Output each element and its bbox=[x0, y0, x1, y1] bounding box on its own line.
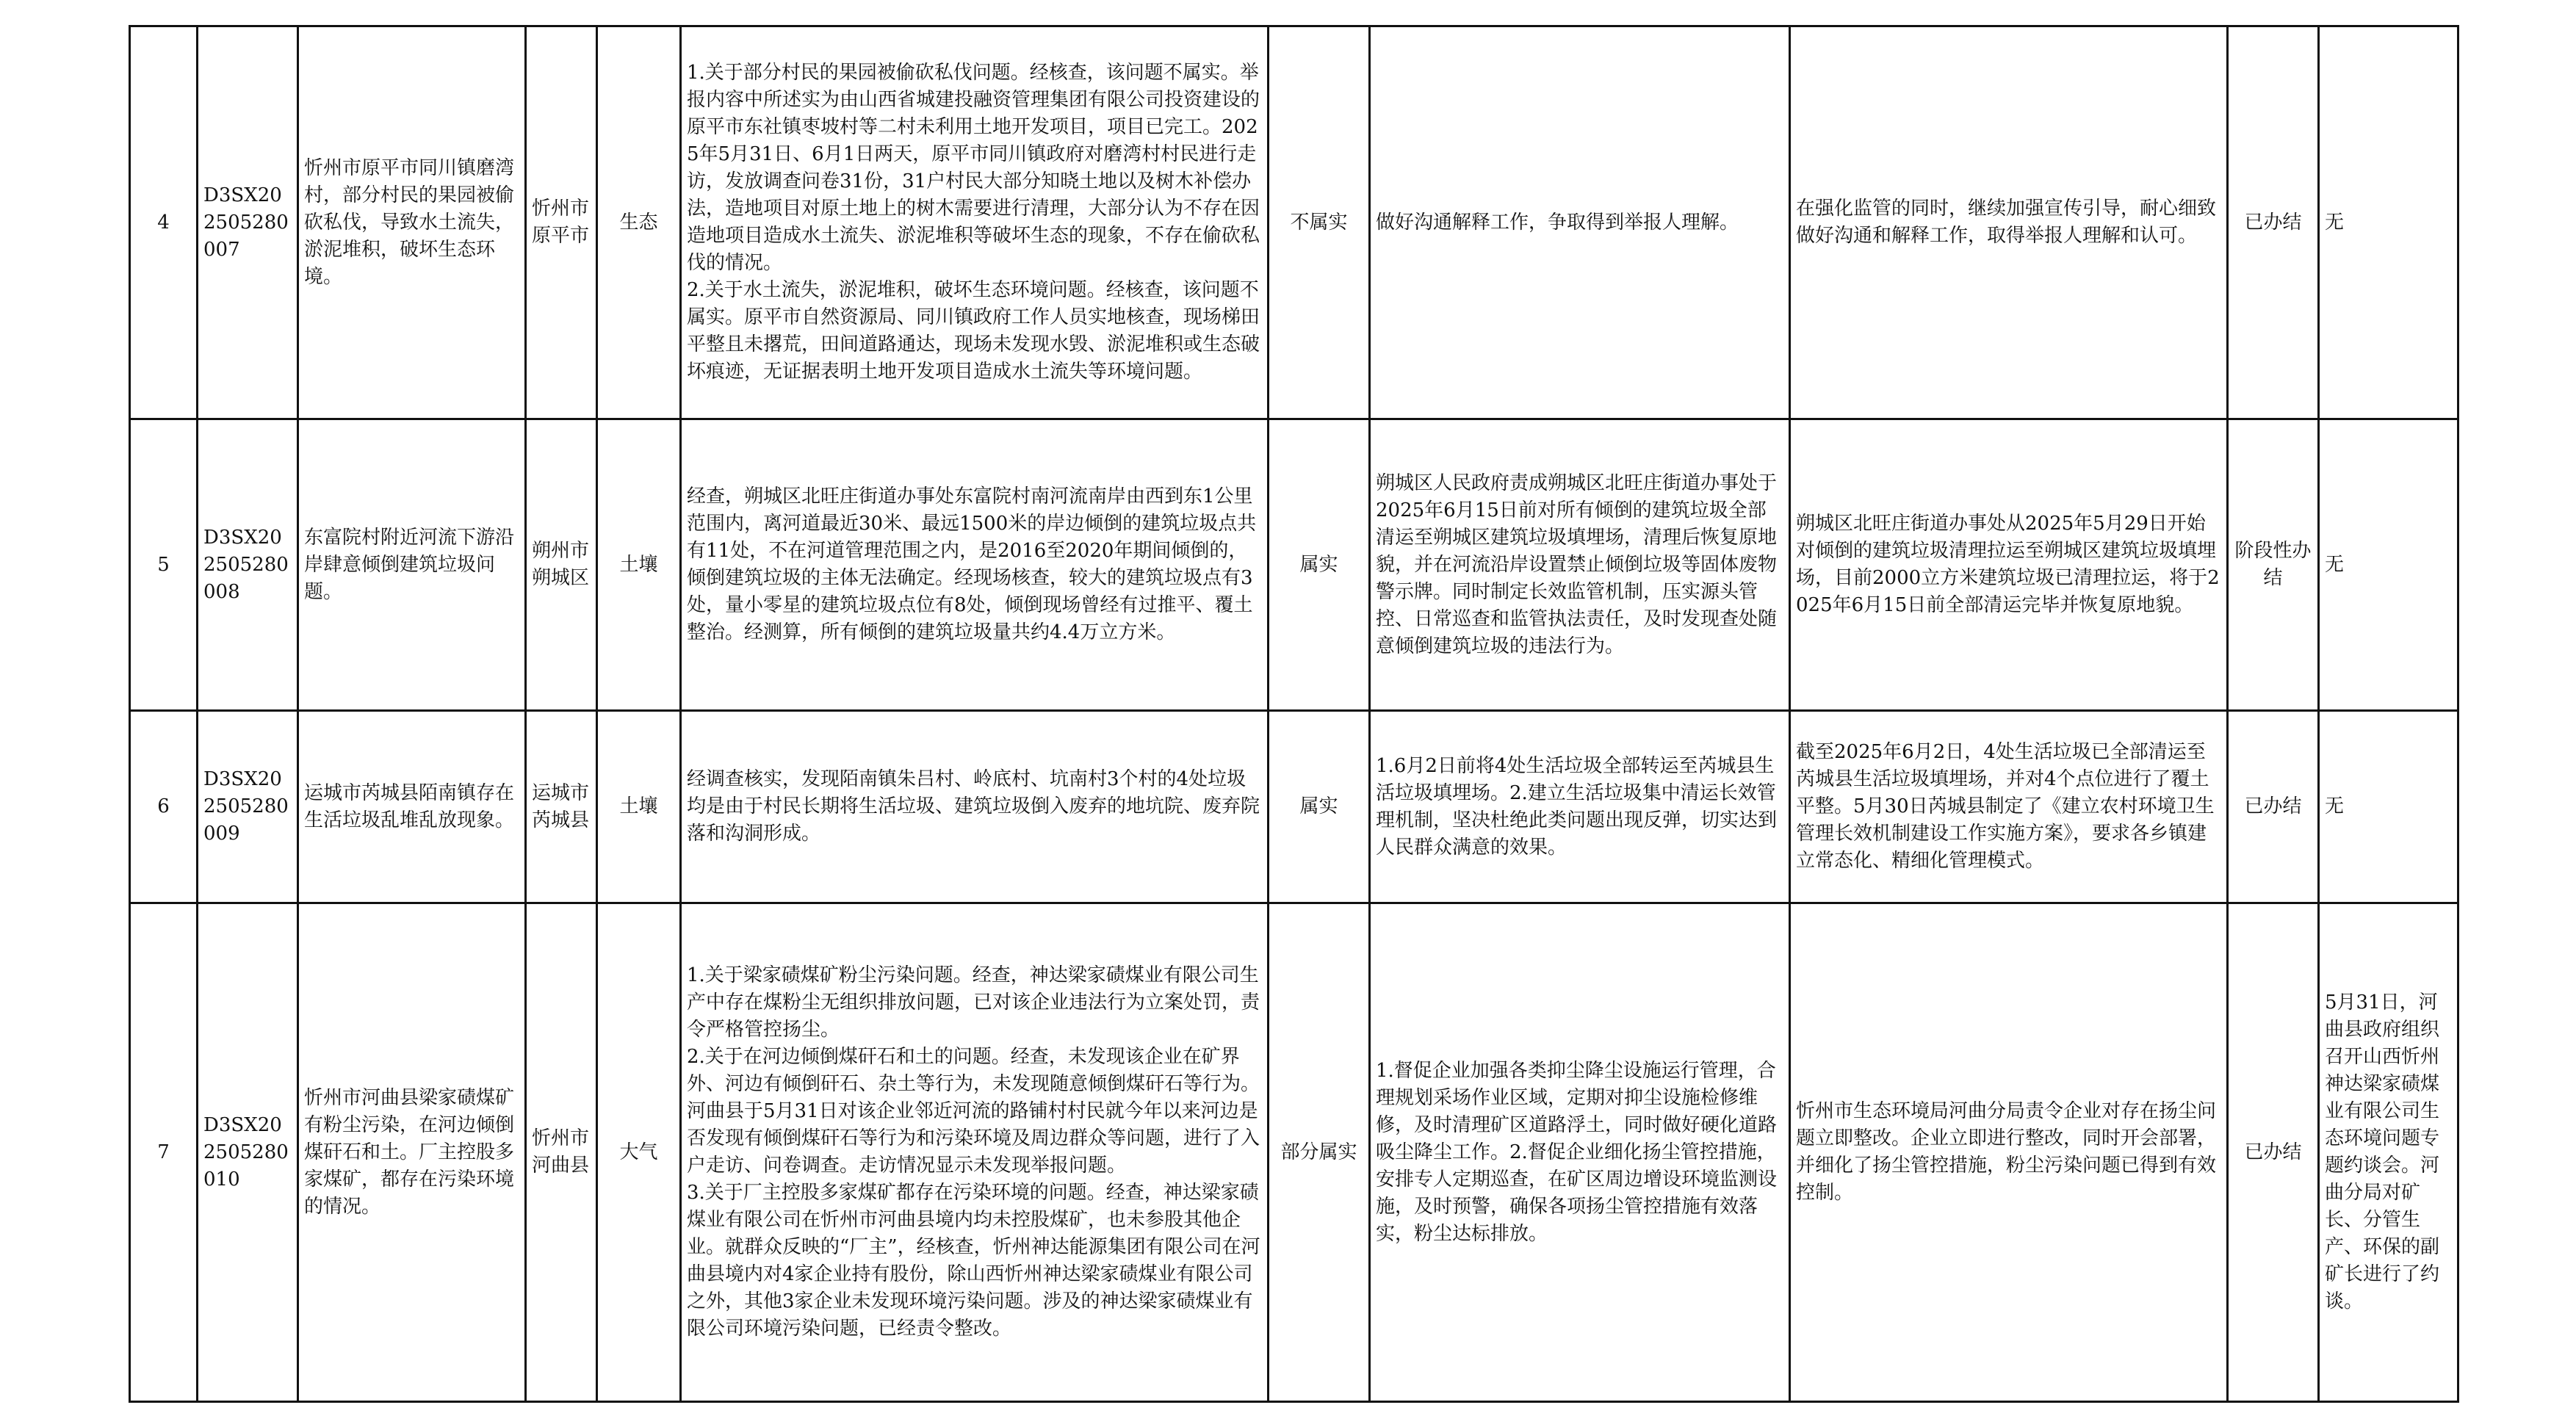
rectification-measures: 朔城区人民政府责成朔城区北旺庄街道办事处于2025年6月15日前对所有倾倒的建筑垃圾全部清运至朔城区建筑垃圾填埋场，清理后恢复原地貌，并在河流沿岸设置禁止倾倒垃圾等固体废物警示牌。同时制定长效监管机制，压实源头管控、日常巡查和监管执法责任，及时发现查处随意倾倒建筑垃圾的违法行为。 bbox=[1370, 419, 1790, 711]
table-row bbox=[130, 26, 2458, 419]
reported-issue: 忻州市河曲县梁家碛煤矿有粉尘污染，在河边倾倒煤矸石和土。厂主控股多家煤矿，都存在污染环境的情况。 bbox=[298, 903, 526, 1402]
case-status: 已办结 bbox=[2228, 711, 2319, 903]
verification-verdict: 属实 bbox=[1269, 419, 1370, 711]
reported-issue: 东富院村附近河流下游沿岸肆意倾倒建筑垃圾问题。 bbox=[298, 419, 526, 711]
verification-verdict: 不属实 bbox=[1269, 26, 1370, 419]
pollution-category: 大气 bbox=[597, 903, 681, 1402]
verification-verdict: 部分属实 bbox=[1269, 903, 1370, 1402]
rectification-progress: 忻州市生态环境局河曲分局责令企业对存在扬尘问题立即整改。企业立即进行整改，同时开会部署，并细化了扬尘管控措施，粉尘污染问题已得到有效控制。 bbox=[1790, 903, 2228, 1402]
reported-issue: 运城市芮城县陌南镇存在生活垃圾乱堆乱放现象。 bbox=[298, 711, 526, 903]
region: 忻州市原平市 bbox=[526, 26, 597, 419]
case-code: D3SX202505280007 bbox=[198, 26, 298, 419]
row-number: 4 bbox=[130, 26, 198, 419]
investigation-paragraph: 2.关于在河边倾倒煤矸石和土的问题。经查，未发现该企业在矿界外、河边有倾倒矸石、杂土等行为，未发现随意倾倒煤矸石等行为。河曲县于5月31日对该企业邻近河流的路铺村村民就今年以来河边是否发现有倾倒煤矸石等行为和污染环境及周边群众等问题，进行了入户走访、问卷调查。走访情况显示未发现举报问题。 bbox=[687, 1046, 1260, 1177]
case-code: D3SX202505280010 bbox=[198, 903, 298, 1402]
table-row bbox=[130, 711, 2458, 903]
rectification-progress: 截至2025年6月2日，4处生活垃圾已全部清运至芮城县生活垃圾填埋场，并对4个点位进行了覆土平整。5月30日芮城县制定了《建立农村环境卫生管理长效机制建设工作实施方案》，要求各乡镇建立常态化、精细化管理模式。 bbox=[1790, 711, 2228, 903]
case-status: 阶段性办结 bbox=[2228, 419, 2319, 711]
case-code: D3SX202505280008 bbox=[198, 419, 298, 711]
rectification-measures: 1.督促企业加强各类抑尘降尘设施运行管理，合理规划采场作业区域，定期对抑尘设施检修维修，及时清理矿区道路浮土，同时做好硬化道路吸尘降尘工作。2.督促企业细化扬尘管控措施，安排专人定期巡查，在矿区周边增设环境监测设施，及时预警，确保各项扬尘管控措施有效落实，粉尘达标排放。 bbox=[1370, 903, 1790, 1402]
rectification-measures: 1.6月2日前将4处生活垃圾全部转运至芮城县生活垃圾填埋场。2.建立生活垃圾集中清运长效管理机制，坚决杜绝此类问题出现反弹，切实达到人民群众满意的效果。 bbox=[1370, 711, 1790, 903]
investigation-paragraph: 2.关于水土流失，淤泥堆积，破坏生态环境问题。经核查，该问题不属实。原平市自然资源局、同川镇政府工作人员实地核查，现场梯田平整且未撂荒，田间道路通达，现场未发现水毁、淤泥堆积或生态破坏痕迹，无证据表明土地开发项目造成水土流失等环境问题。 bbox=[687, 279, 1260, 383]
region: 忻州市河曲县 bbox=[526, 903, 597, 1402]
investigation-result bbox=[681, 711, 1269, 903]
accountability: 无 bbox=[2319, 711, 2458, 903]
table-row bbox=[130, 419, 2458, 711]
investigation-paragraph: 3.关于厂主控股多家煤矿都存在污染环境的问题。经查，神达梁家碛煤业有限公司在忻州市河曲县境内均未控股煤矿，也未参股其他企业。就群众反映的“厂主”，经核查，忻州神达能源集团有限公司在河曲县境内对4家企业持有股份，除山西忻州神达梁家碛煤业有限公司之外，其他3家企业未发现环境污染问题。涉及的神达梁家碛煤业有限公司环境污染问题，已经责令整改。 bbox=[687, 1182, 1260, 1340]
table-row bbox=[130, 903, 2458, 1402]
investigation-result bbox=[681, 419, 1269, 711]
pollution-category: 土壤 bbox=[597, 711, 681, 903]
accountability: 5月31日，河曲县政府组织召开山西忻州神达梁家碛煤业有限公司生态环境问题专题约谈会。河曲分局对矿长、分管生产、环保的副矿长进行了约谈。 bbox=[2319, 903, 2458, 1402]
rectification-progress: 在强化监管的同时，继续加强宣传引导，耐心细致做好沟通和解释工作，取得举报人理解和认可。 bbox=[1790, 26, 2228, 419]
region: 运城市芮城县 bbox=[526, 711, 597, 903]
row-number: 7 bbox=[130, 903, 198, 1402]
investigation-paragraph: 经调查核实，发现陌南镇朱吕村、岭底村、坑南村3个村的4处垃圾均是由于村民长期将生活垃圾、建筑垃圾倒入废弃的地坑院、废弃院落和沟洞形成。 bbox=[687, 768, 1260, 845]
accountability: 无 bbox=[2319, 419, 2458, 711]
case-status: 已办结 bbox=[2228, 903, 2319, 1402]
investigation-paragraph: 1.关于梁家碛煤矿粉尘污染问题。经查，神达梁家碛煤业有限公司生产中存在煤粉尘无组织排放问题，已对该企业违法行为立案处罚，责令严格管控扬尘。 bbox=[687, 964, 1260, 1041]
rectification-progress: 朔城区北旺庄街道办事处从2025年5月29日开始对倾倒的建筑垃圾清理拉运至朔城区建筑垃圾填埋场，目前2000立方米建筑垃圾已清理拉运，将于2025年6月15日前全部清运完毕并恢复原地貌。 bbox=[1790, 419, 2228, 711]
row-number: 5 bbox=[130, 419, 198, 711]
investigation-paragraph: 1.关于部分村民的果园被偷砍私伐问题。经核查，该问题不属实。举报内容中所述实为由山西省城建投融资管理集团有限公司投资建设的原平市东社镇枣坡村等二村未利用土地开发项目，项目已完工。2025年5月31日、6月1日两天，原平市同川镇政府对磨湾村村民进行走访，发放调查问卷31份，31户村民大部分知晓土地以及树木补偿办法，造地项目对原土地上的树木需要进行清理，大部分认为不存在因造地项目造成水土流失、淤泥堆积等破坏生态的现象，不存在偷砍私伐的情况。 bbox=[687, 62, 1260, 274]
row-number: 6 bbox=[130, 711, 198, 903]
pollution-category: 生态 bbox=[597, 26, 681, 419]
case-status: 已办结 bbox=[2228, 26, 2319, 419]
case-table bbox=[129, 25, 2459, 1403]
rectification-measures: 做好沟通解释工作，争取得到举报人理解。 bbox=[1370, 26, 1790, 419]
case-code: D3SX202505280009 bbox=[198, 711, 298, 903]
accountability: 无 bbox=[2319, 26, 2458, 419]
investigation-paragraph: 经查，朔城区北旺庄街道办事处东富院村南河流南岸由西到东1公里范围内，离河道最近30米、最远1500米的岸边倾倒的建筑垃圾点共有11处，不在河道管理范围之内，是2016至2020年期间倾倒的，倾倒建筑垃圾的主体无法确定。经现场核查，较大的建筑垃圾点有3处，量小零星的建筑垃圾点位有8处，倾倒现场曾经有过推平、覆土整治。经测算，所有倾倒的建筑垃圾量共约4.4万立方米。 bbox=[687, 485, 1257, 643]
verification-verdict: 属实 bbox=[1269, 711, 1370, 903]
investigation-result bbox=[681, 903, 1269, 1402]
reported-issue: 忻州市原平市同川镇磨湾村，部分村民的果园被偷砍私伐，导致水土流失，淤泥堆积，破坏生态环境。 bbox=[298, 26, 526, 419]
pollution-category: 土壤 bbox=[597, 419, 681, 711]
region: 朔州市朔城区 bbox=[526, 419, 597, 711]
investigation-result bbox=[681, 26, 1269, 419]
